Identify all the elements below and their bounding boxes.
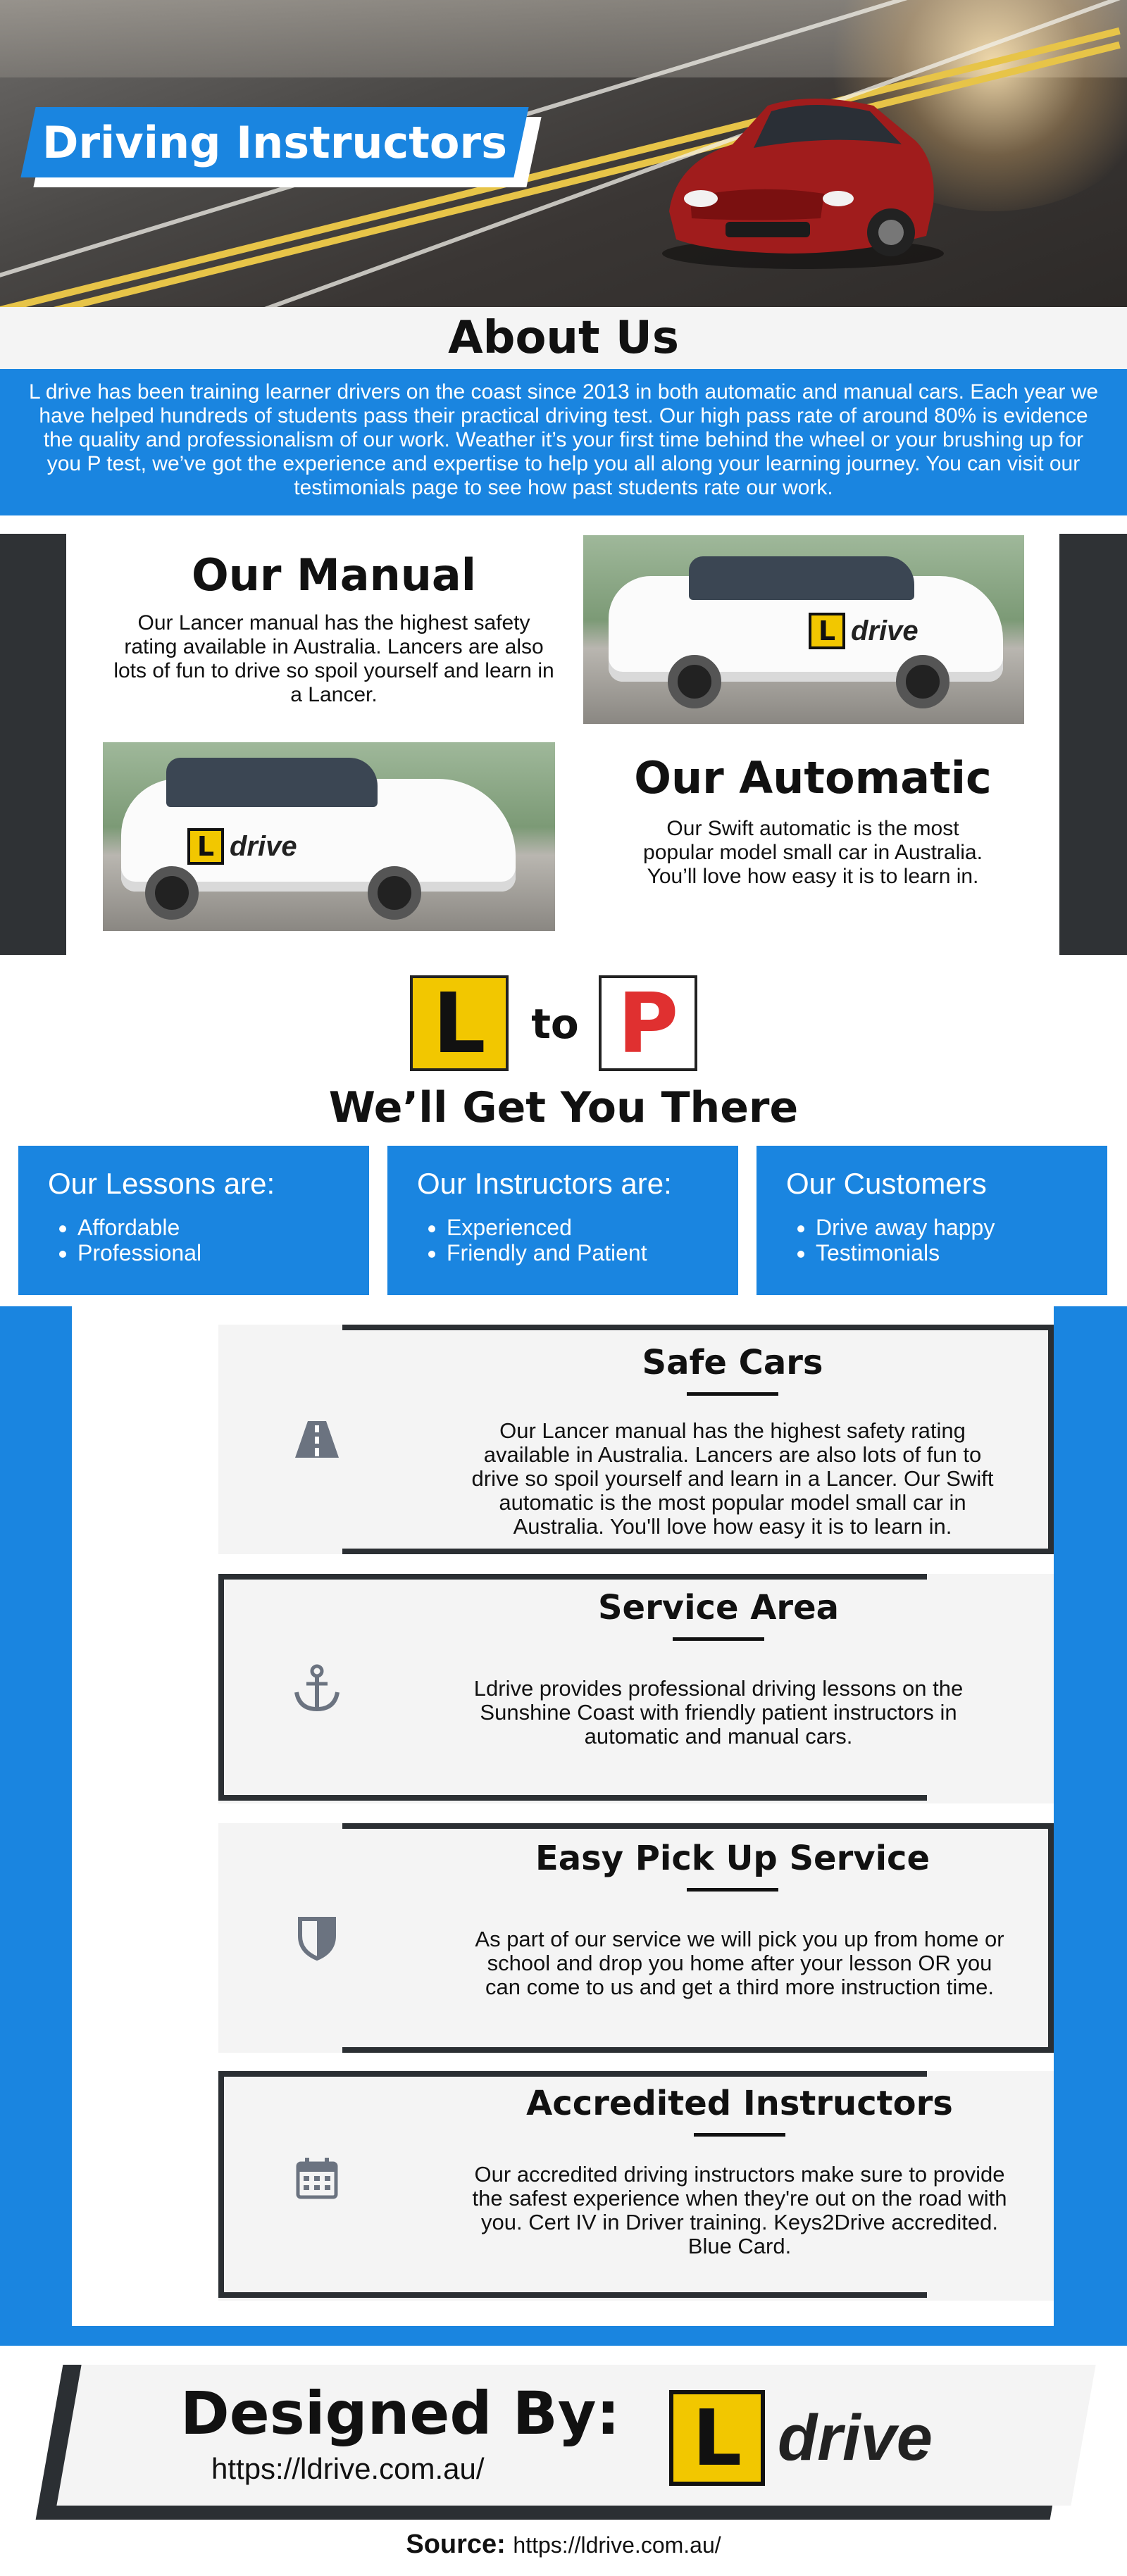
list-item: • Friendly and Patient [447,1240,709,1265]
cars-panel [66,534,1059,955]
car-wheel [668,655,721,708]
hero-title: Driving Instructors [42,116,507,168]
p-plate: P [599,975,697,1071]
instructors-box [387,1146,738,1295]
lessons-box [18,1146,369,1295]
lancer-car-photo [583,535,1024,724]
hero-banner [0,0,1127,307]
list-item: • Experienced [447,1215,709,1240]
l-plate-icon: L [669,2390,765,2486]
designed-by-banner [49,2365,1078,2520]
manual-title: Our Manual [192,549,476,601]
feature-title: Safe Cars [642,1343,823,1382]
cars-section [0,534,1127,955]
title-underline [673,1637,764,1641]
car-wheel [368,866,421,920]
title-underline [687,1392,778,1396]
list-item: • Professional [77,1240,340,1265]
title-underline [694,2133,785,2137]
to-label: to [531,1000,579,1048]
designed-by-url[interactable]: https://ldrive.com.au/ [211,2452,485,2485]
tagline: We’ll Get You There [328,1083,799,1132]
l-plate-icon: L [809,613,845,649]
car-window [166,758,378,807]
feature-service-area [218,1574,1054,1803]
manual-text: Our Lancer manual has the highest safety rating available in Australia. Lancers are also lots of fun to drive so spoil yourself and learn in a Lancer. [113,611,554,706]
l-plate: L [410,975,509,1071]
anchor-icon [289,1661,345,1717]
swift-car-photo [103,742,555,931]
automatic-text: Our Swift automatic is the most popular model small car in Australia. You’ll love how easy it is to learn in. [643,817,983,888]
feature-text: Our accredited driving instructors make sure to provide the safest experience when they're out on the road with you. Cert IV in Driver training. Keys2Drive accredited. Blue Card. [472,2162,1007,2258]
title-underline [687,1888,778,1892]
hero-title-banner [28,107,535,186]
decal-word: drive [230,830,297,862]
feature-text: Ldrive provides professional driving lessons on the Sunshine Coast with friendly patient instructors in automatic and manual cars. [473,1676,964,1749]
feature-accredited [218,2071,1054,2301]
feature-text: Our Lancer manual has the highest safety rating available in Australia. Lancers are also lots of fun to drive so spoil yourself and learn in a Lancer. Our Swift automatic is the most popular model small car in Australia. You'll love how easy it is to learn in. [471,1418,994,1539]
red-car-image [648,77,944,275]
list-item: • Testimonials [816,1240,1078,1265]
list-item: • Affordable [77,1215,340,1240]
about-text: L drive has been training learner drivers on the coast since 2013 in both automatic and manual cars. Each year we have helped hundreds of students pass their practical driving test. Our high pass rate of around 80% is evidence the quality and professionalism of our work. Weather it’s your first time behind the wheel or your brushing up for you P test, we’ve got the experience and expertise to help you all along your learning journey. You can visit our testimonials page to see how past students rate our work. [0,369,1127,515]
source-label: Source: [406,2530,506,2559]
customers-title: Our Customers [786,1167,987,1200]
about-title: About Us [0,307,1127,369]
feature-title: Service Area [597,1588,840,1627]
instructors-list [417,1215,709,1265]
feature-safe-cars [218,1325,1054,1554]
source-line [0,2530,1127,2560]
decal-word: drive [851,615,919,646]
lessons-list [48,1215,340,1265]
lessons-title: Our Lessons are: [48,1167,275,1200]
logo-word: drive [778,2401,933,2474]
instructors-title: Our Instructors are: [417,1167,672,1200]
feature-title: Easy Pick Up Service [535,1839,930,1878]
ldrive-car-decal [187,828,297,865]
features-panel [72,1306,1054,2326]
designed-by-title: Designed By: [180,2379,621,2448]
shield-icon [289,1910,345,1966]
ldrive-car-decal [809,613,919,649]
features-section [0,1306,1127,2346]
calendar-icon [289,2150,345,2206]
road-icon [289,1411,345,1468]
feature-pick-up [218,1823,1054,2053]
customers-list [786,1215,1078,1265]
car-window [689,556,914,600]
car-wheel [896,655,949,708]
customers-box [756,1146,1107,1295]
automatic-title: Our Automatic [634,752,992,804]
ldrive-logo [669,2390,933,2486]
list-item: • Drive away happy [816,1215,1078,1240]
source-url[interactable]: https://ldrive.com.au/ [513,2532,721,2558]
feature-title: Accredited Instructors [526,2084,953,2123]
l-plate-icon: L [187,828,224,865]
car-wheel [145,866,199,920]
feature-text: As part of our service we will pick you up from home or school and drop you home after your lesson OR you can come to us and get a third more instruction time. [475,1927,1004,1999]
